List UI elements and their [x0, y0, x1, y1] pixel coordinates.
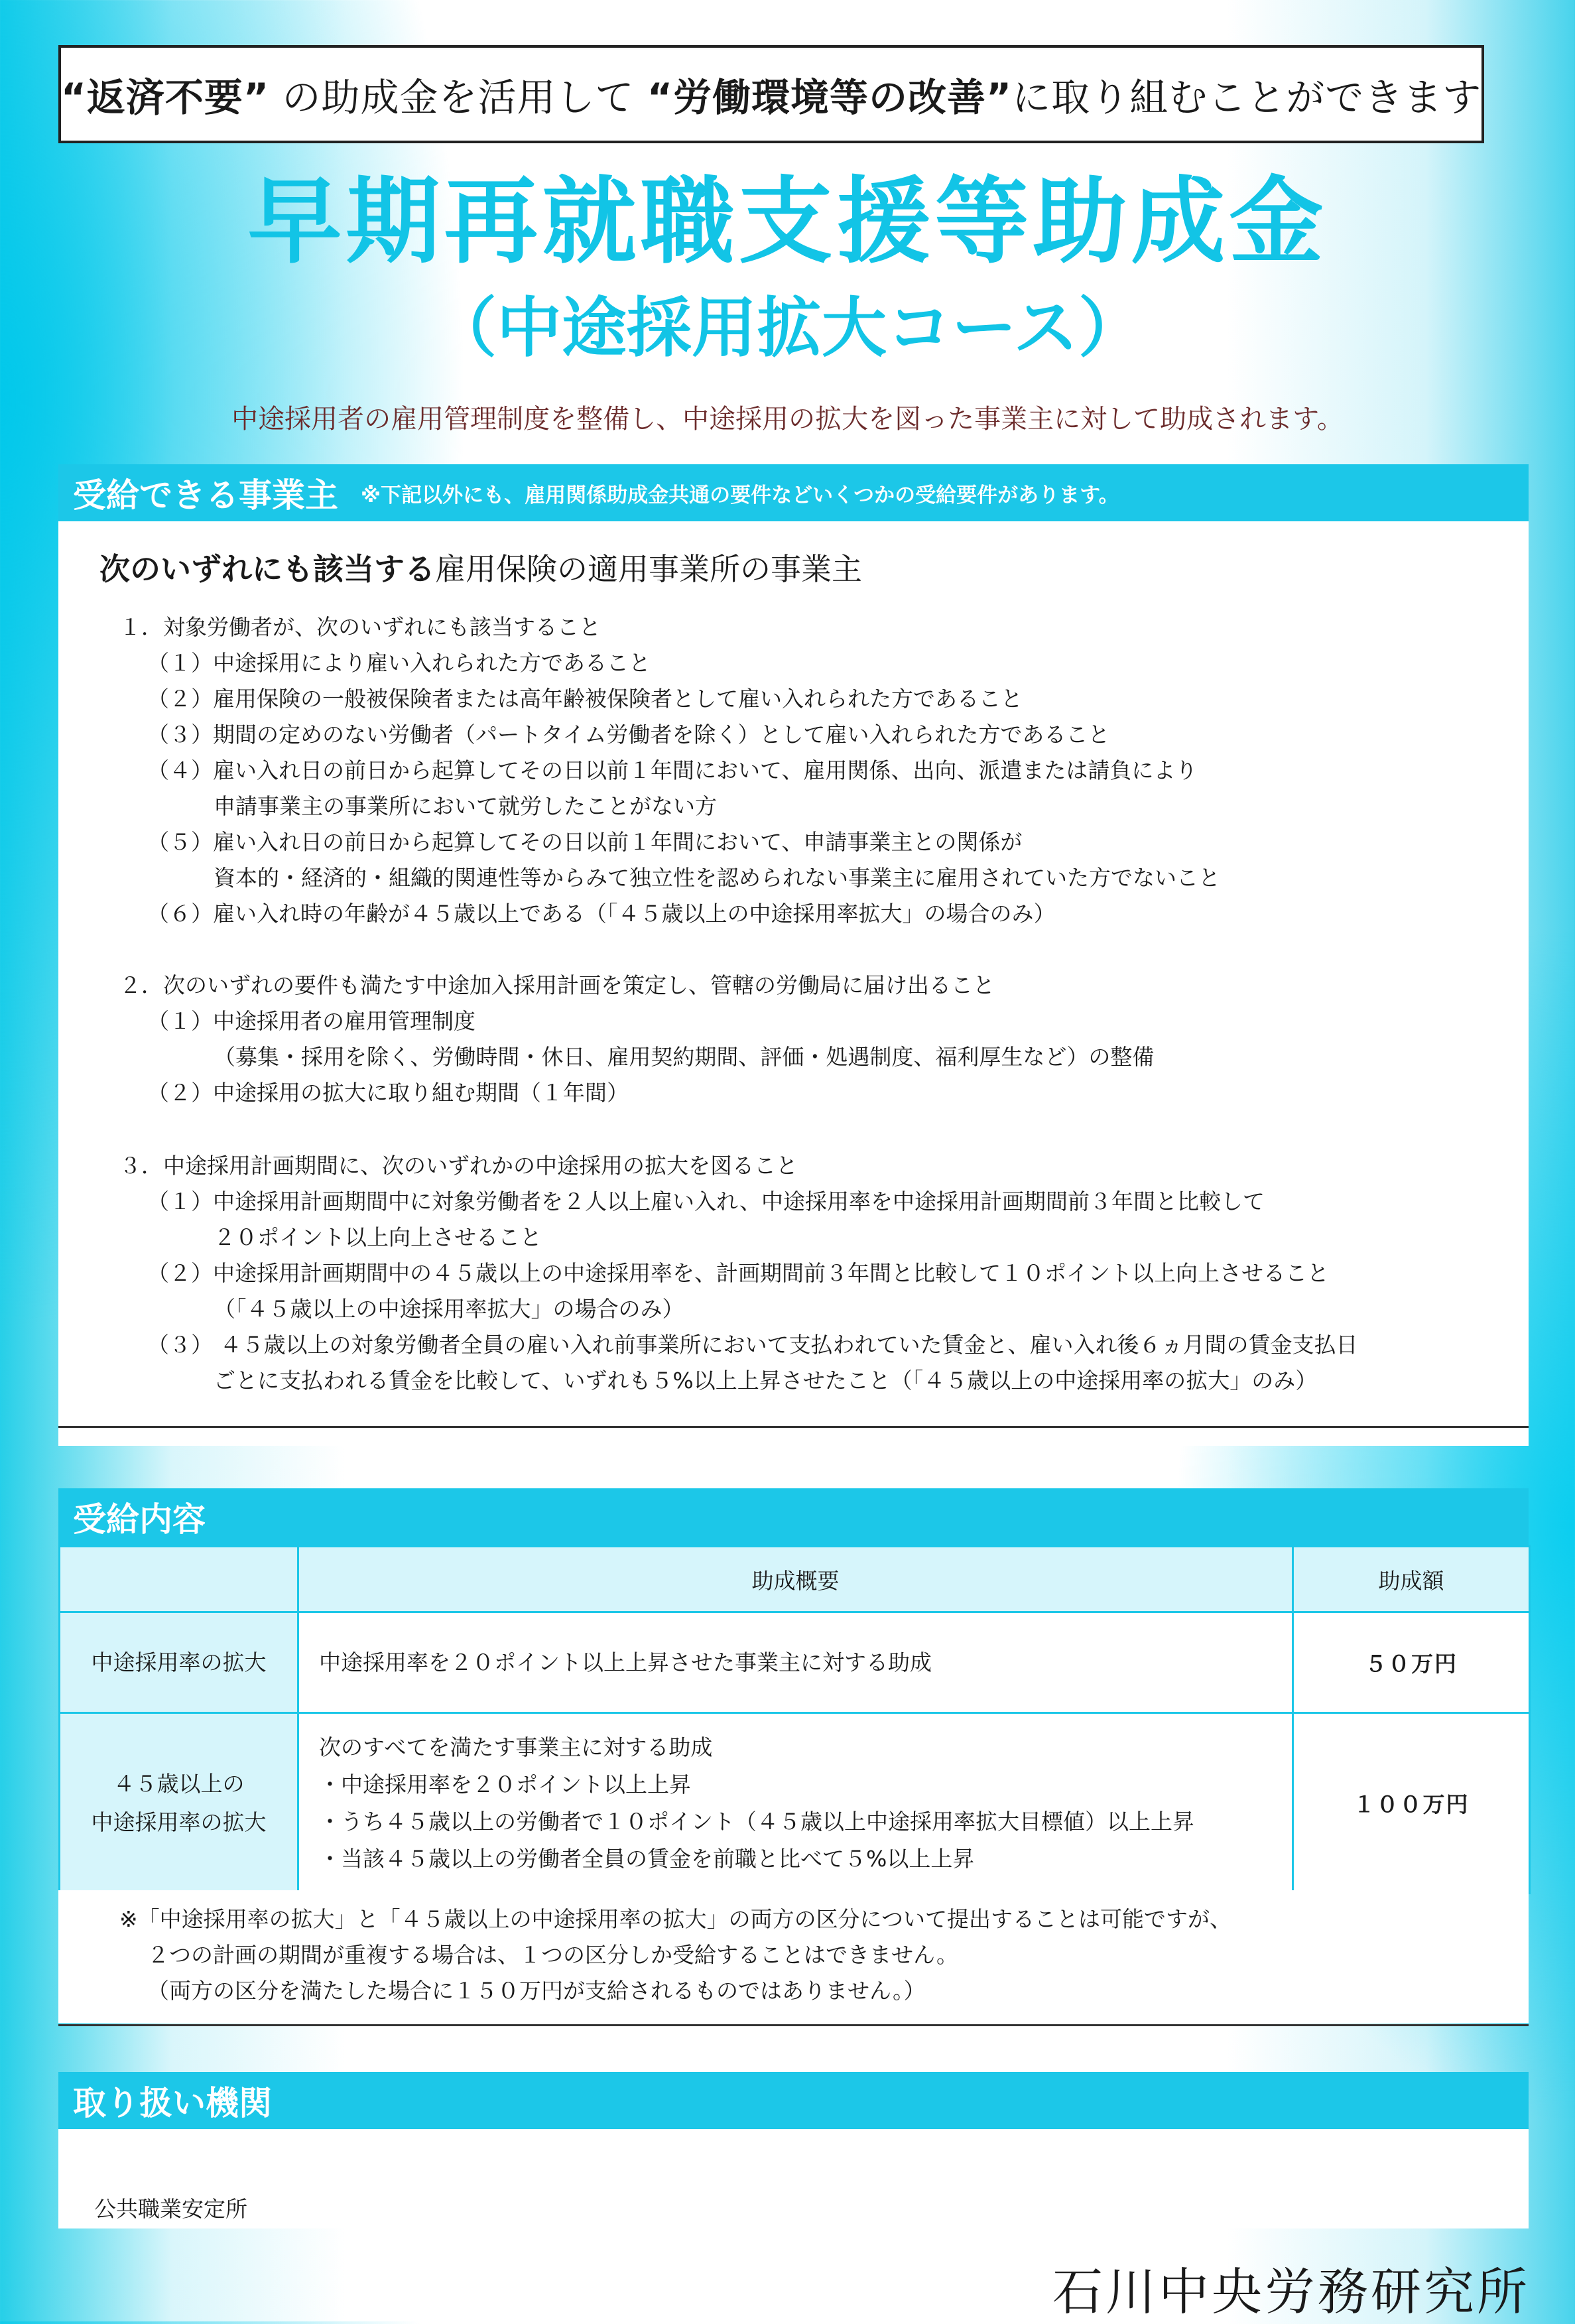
benefit-note: ２つの計画の期間が重複する場合は、１つの区分しか受給することはできません。 — [147, 1942, 958, 1968]
requirement-line: （１）中途採用計画期間中に対象労働者を２人以上雇い入れ、中途採用率を中途採用計画期間前３年間と比較して — [147, 1189, 1265, 1214]
eligible-intro-bold: 次のいずれにも該当する — [99, 551, 435, 587]
tagline-box — [58, 45, 1484, 143]
requirement-line: ごとに支払われる賃金を比較して、いずれも５%以上上昇させたこと（「４５歳以上の中途採用率の拡大」のみ） — [214, 1368, 1318, 1393]
benefit-section-header — [58, 1488, 1529, 1545]
tagline-text-1: の助成金を活用して — [269, 75, 647, 120]
requirement-line: （募集・採用を除く、労働時間・休日、雇用契約期間、評価・処遇制度、福利厚生など）の整備 — [214, 1044, 1155, 1070]
table-row — [60, 1713, 1530, 1894]
requirement-line: （１）中途採用により雇い入れられた方であること — [147, 650, 651, 676]
table-row — [60, 1612, 1530, 1713]
row-description-line: ・うち４５歳以上の労働者で１０ポイント（４５歳以上中途採用率拡大目標値）以上上昇 — [319, 1808, 1194, 1835]
agency-panel — [58, 2129, 1529, 2228]
requirement-line: ２．次のいずれの要件も満たす中途加入採用計画を策定し、管轄の労働局に届け出ること — [119, 972, 995, 998]
section-divider — [58, 2024, 1529, 2026]
benefit-heading: 受給内容 — [73, 1500, 206, 1539]
table-header-row — [60, 1547, 1530, 1612]
agency-name: 公共職業安定所 — [94, 2196, 247, 2222]
brand-name: 石川中央労務研究所 — [1052, 2262, 1530, 2321]
requirement-line: ３．中途採用計画期間に、次のいずれかの中途採用の拡大を図ること — [119, 1153, 798, 1179]
requirement-line: （６）雇い入れ時の年齢が４５歳以上である（「４５歳以上の中途採用率拡大」の場合のみ） — [147, 901, 1056, 927]
benefit-note: （両方の区分を満たした場合に１５０万円が支給されるものではありません。） — [147, 1978, 926, 2004]
section-divider — [58, 1426, 1529, 1428]
table-header-blank — [60, 1547, 298, 1612]
requirement-line: 資本的・経済的・組織的関連性等からみて独立性を認められない事業主に雇用されていた方でないこと — [214, 865, 1220, 891]
eligible-heading: 受給できる事業主 — [73, 476, 338, 515]
benefit-note: ※「中途採用率の拡大」と「４５歳以上の中途採用率の拡大」の両方の区分について提出することは可能ですが、 — [119, 1906, 1231, 1932]
requirement-line: （３） ４５歳以上の対象労働者全員の雇い入れ前事業所において支払われていた賃金と、雇い入れ後６ヵ月間の賃金支払日 — [147, 1332, 1358, 1358]
requirement-line: 申請事業主の事業所において就労したことがない方 — [214, 793, 717, 819]
row-description: 中途採用率を２０ポイント以上上昇させた事業主に対する助成 — [298, 1612, 1293, 1713]
eligible-intro — [99, 545, 862, 589]
row-amount: １００万円 — [1293, 1713, 1530, 1894]
page-title: 早期再就職支援等助成金 — [247, 167, 1328, 277]
row-label: 中途採用率の拡大 — [60, 1612, 298, 1713]
tagline-text-2: に取り組むことができます — [1012, 75, 1482, 120]
row-amount: ５０万円 — [1293, 1612, 1530, 1713]
requirement-line: （３）期間の定めのない労働者（パートタイム労働者を除く）として雇い入れられた方であること — [147, 722, 1110, 747]
requirement-line: （５）雇い入れ日の前日から起算してその日以前１年間において、申請事業主との関係が — [147, 829, 1023, 855]
requirement-line: （４）雇い入れ日の前日から起算してその日以前１年間において、雇用関係、出向、派遣または請負により — [147, 757, 1198, 783]
row-description-line: 次のすべてを満たす事業主に対する助成 — [319, 1734, 713, 1760]
row-label-line: 中途採用率の拡大 — [91, 1809, 267, 1835]
row-description — [298, 1713, 1293, 1894]
requirement-line: （２）雇用保険の一般被保険者または高年齢被保険者として雇い入れられた方であること — [147, 686, 1023, 712]
tagline-quote-1: “返済不要” — [60, 75, 270, 120]
table-header-summary: 助成概要 — [298, 1547, 1293, 1612]
eligible-note: ※下記以外にも、雇用関係助成金共通の要件などいくつかの受給要件があります。 — [361, 483, 1119, 507]
page-subtitle: （中途採用拡大コース） — [431, 290, 1144, 366]
row-label — [60, 1713, 298, 1894]
row-description-line: ・中途採用率を２０ポイント以上上昇 — [319, 1771, 691, 1797]
lead-text: 中途採用者の雇用管理制度を整備し、中途採用の拡大を図った事業主に対して助成されます。 — [231, 404, 1344, 434]
requirement-line: ２０ポイント以上向上させること — [214, 1224, 542, 1250]
eligible-intro-rest: 雇用保険の適用事業所の事業主 — [435, 551, 862, 587]
row-label-line: ４５歳以上の — [113, 1770, 245, 1797]
requirement-line: （「４５歳以上の中途採用率拡大」の場合のみ） — [214, 1296, 684, 1322]
requirement-line: （２）中途採用計画期間中の４５歳以上の中途採用率を、計画期間前３年間と比較して１０ポイント以上向上させること — [147, 1260, 1329, 1286]
table-header-amount: 助成額 — [1293, 1547, 1530, 1612]
requirement-line: （１）中途採用者の雇用管理制度 — [147, 1008, 475, 1034]
agency-heading: 取り扱い機関 — [73, 2084, 272, 2122]
benefit-table — [58, 1545, 1531, 1894]
agency-section-header — [58, 2072, 1529, 2129]
row-description-line: ・当該４５歳以上の労働者全員の賃金を前職と比べて５%以上上昇 — [319, 1845, 975, 1872]
requirement-line: １．対象労働者が、次のいずれにも該当すること — [119, 614, 601, 640]
requirement-line: （２）中途採用の拡大に取り組む期間（１年間） — [147, 1080, 629, 1106]
tagline-quote-2: “労働環境等の改善” — [647, 75, 1013, 120]
eligible-section-header — [58, 464, 1529, 521]
